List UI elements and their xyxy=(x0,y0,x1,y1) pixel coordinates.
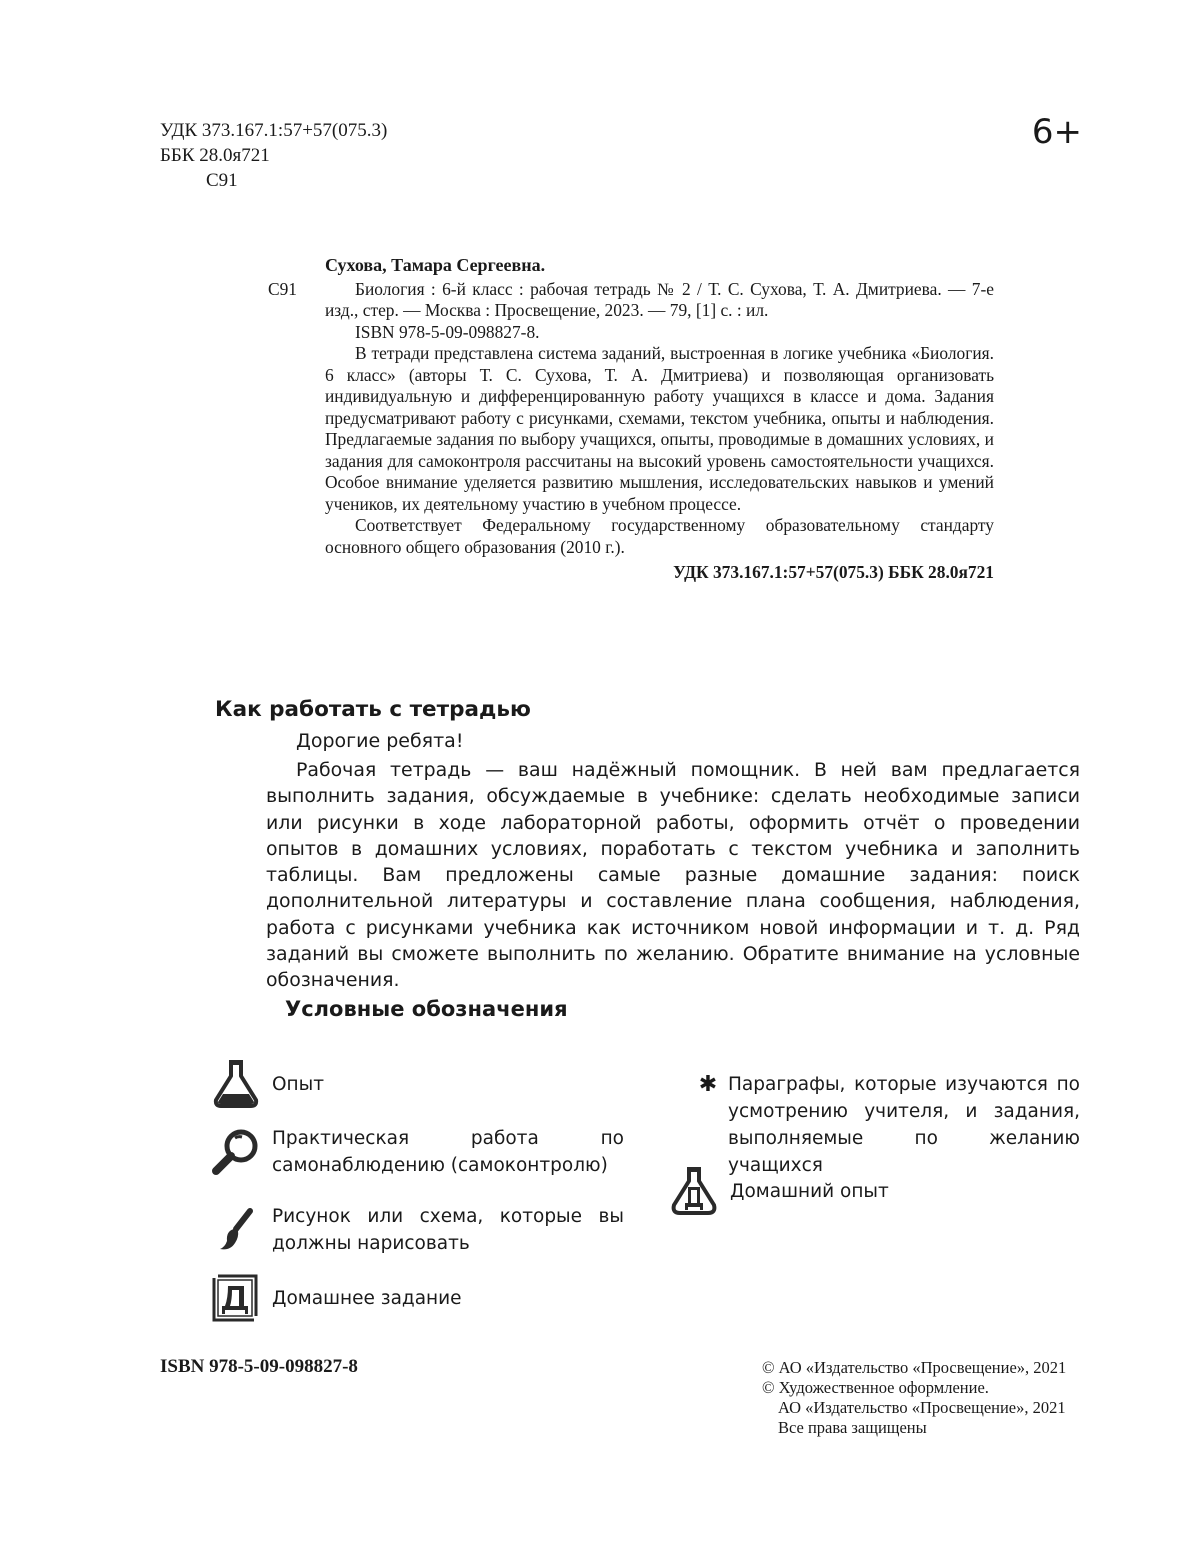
copyright-line: АО «Издательство «Просвещение», 2021 xyxy=(778,1398,1066,1417)
bibliographic-record xyxy=(268,255,994,584)
copyright-line: © АО «Издательство «Просвещение», 2021 xyxy=(762,1358,1067,1377)
legend-item-experiment xyxy=(210,1058,624,1110)
legend-label-drawing: Рисунок или схема, которые вы должны нарисовать xyxy=(272,1206,624,1254)
udk-code: УДК 373.167.1:57+57(075.3) xyxy=(160,120,388,141)
intro-paragraph xyxy=(266,757,1080,994)
asterisk-icon: ✱ xyxy=(698,1072,718,1097)
magnifier-icon xyxy=(210,1126,262,1178)
legend-item-optional xyxy=(688,1071,1080,1179)
intro-text: Рабочая тетрадь — ваш надёжный помощник. В ней вам предлагается выполнить задания, обсуждаемые в учебнике: сделать необходимые записи или рисунки в ходе лабораторной работы, оформить отчёт о проведении опытов в домашних условиях, поработать с текстом учебника и заполнить таблицы. Вам предложены самые разные домашние задания: поиск дополнительной литературы и составление плана сообщения, наблюдения, работа с рисунками учебника как источником новой информации и т. д. Ряд заданий вы сможете выполнить по желанию. Обратите внимание на условные обозначения. xyxy=(266,759,1080,992)
legend-label-home-experiment: Домашний опыт xyxy=(730,1181,889,1202)
copyright-line: Все права защищены xyxy=(778,1418,927,1437)
record-author: Сухова, Тамара Сергеевна. xyxy=(325,255,546,275)
copyright-block xyxy=(762,1358,1066,1438)
brush-icon xyxy=(210,1205,262,1257)
record-annotation: В тетради представлена система заданий, выстроенная в логике учебника «Биология. 6 класс» (авторы Т. С. Сухова, Т. А. Дмитриева) и позволяющая организовать индивидуальную и дифференцированную работу учащихся в классе и дома. Задания предусматривают работу с рисунками, схемами, текстом учебника, опыты и наблюдения. Предлагаемые задания по выбору учащихся, опыты, проводимые в домашних условиях, и задания для самоконтроля рассчитаны на высокий уровень самостоятельности учащихся. Особое внимание уделяется развитию мышления, исследовательских навыков и умений учеников, их деятельному участию в учебном процессе. xyxy=(325,343,994,514)
record-udk: УДК 373.167.1:57+57(075.3) xyxy=(673,562,884,582)
legend-heading: Условные обозначения xyxy=(285,997,568,1021)
record-isbn: ISBN 978-5-09-098827-8. xyxy=(355,321,540,342)
record-standard: Соответствует Федеральному государственному образовательному стандарту основного общего образования (2010 г.). xyxy=(325,515,994,557)
record-title: Биология : 6-й класс : рабочая тетрадь № 2 / Т. С. Сухова, Т. А. Дмитриева. — 7-е изд., стер. — Москва : Просвещение, 2023. — 79, [1] с. : ил. xyxy=(325,278,994,320)
home-experiment-icon xyxy=(668,1165,720,1217)
legend-item-self-observation xyxy=(210,1126,624,1179)
legend-item-homework xyxy=(210,1272,624,1324)
copyright-line: © Художественное оформление. xyxy=(762,1378,989,1397)
legend-label-experiment: Опыт xyxy=(272,1074,325,1095)
age-rating: 6+ xyxy=(1031,112,1082,152)
homework-icon xyxy=(210,1272,262,1324)
record-codes xyxy=(325,562,994,584)
cutter-code: С91 xyxy=(206,170,238,191)
record-cutter: С91 xyxy=(268,279,297,299)
classification-codes xyxy=(160,118,387,193)
footer-isbn: ISBN 978-5-09-098827-8 xyxy=(160,1356,358,1377)
record-bbk: ББК 28.0я721 xyxy=(888,562,994,582)
greeting: Дорогие ребята! xyxy=(296,730,464,752)
how-to-heading: Как работать с тетрадью xyxy=(215,697,531,722)
legend-item-drawing xyxy=(210,1205,624,1257)
legend-label-self-observation: Практическая работа по самонаблюдению (самоконтролю) xyxy=(272,1128,624,1176)
legend-label-optional: Параграфы, которые изучаются по усмотрению учителя, и задания, выполняемые по желанию учащихся xyxy=(728,1074,1080,1176)
flask-icon xyxy=(210,1058,262,1110)
legend-item-home-experiment xyxy=(668,1165,889,1217)
legend-label-homework: Домашнее задание xyxy=(272,1288,462,1309)
bbk-code: ББК 28.0я721 xyxy=(160,145,270,166)
